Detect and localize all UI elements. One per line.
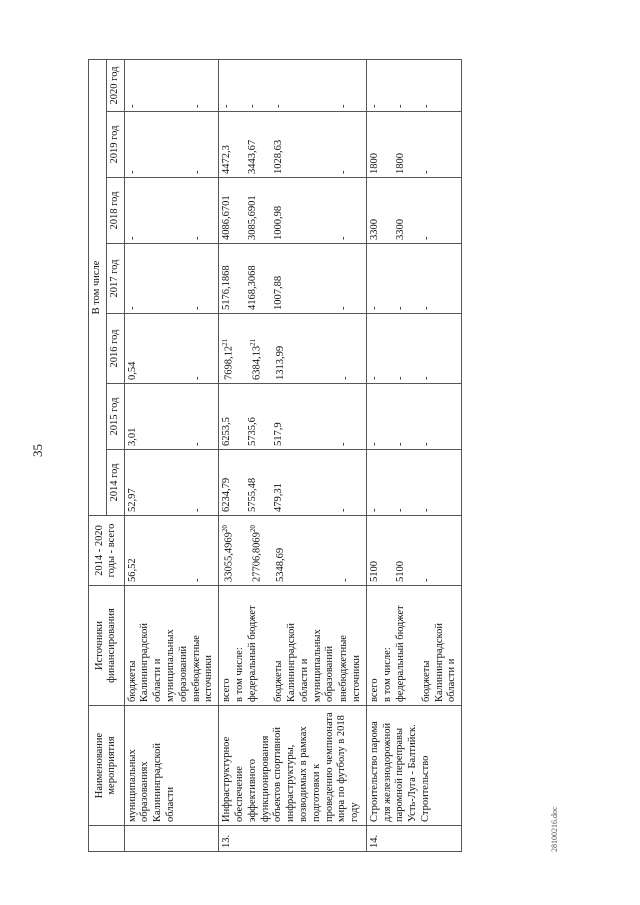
value: - [191, 508, 203, 512]
value: 5176,1868 [221, 265, 233, 310]
header-including: В том числе [89, 59, 107, 515]
value: - [420, 236, 432, 240]
value: - [191, 442, 203, 446]
value: - [126, 170, 138, 174]
value: - [368, 306, 380, 310]
source-item: всего [221, 678, 233, 702]
value: 6234,79 [221, 477, 233, 512]
value: - [394, 104, 406, 108]
cell-2014 [124, 450, 219, 516]
value: - [191, 236, 203, 240]
value: 0,54 [126, 361, 138, 380]
value [234, 453, 247, 512]
cell-2018 [366, 178, 461, 244]
value: 5755,48 [247, 477, 259, 512]
source-item: в том числе: [234, 647, 246, 702]
row-number [124, 826, 219, 852]
value: - [338, 442, 350, 446]
value: - [273, 104, 285, 108]
value: - [338, 306, 350, 310]
cell-2020 [124, 59, 219, 111]
value: - [368, 508, 380, 512]
value: 7698,12 [223, 345, 235, 380]
value [382, 317, 395, 380]
value: - [126, 104, 138, 108]
footnote-marker: 21 [249, 338, 258, 346]
cell-2019 [219, 112, 367, 178]
source-item: бюджеты Калининградской области и [420, 623, 458, 702]
value: 4168,3068 [247, 265, 259, 310]
value: 3,01 [126, 427, 138, 446]
value: - [420, 376, 432, 380]
source-item: федеральный бюджет [247, 605, 259, 702]
value: 1313,99 [275, 345, 287, 380]
value: - [126, 236, 138, 240]
row-sources [124, 586, 219, 706]
cell-total [219, 516, 367, 586]
cell-2015 [219, 384, 367, 450]
header-year-2020: 2020 год [106, 59, 124, 111]
value: 5348,69 [275, 547, 287, 582]
value: 1800 [394, 153, 406, 174]
cell-2016 [124, 314, 219, 384]
value [234, 181, 247, 240]
value: 3300 [368, 219, 380, 240]
header-no [89, 826, 125, 852]
cell-2014 [219, 450, 367, 516]
cell-2015 [366, 384, 461, 450]
value: - [191, 104, 203, 108]
source-item: всего [368, 678, 380, 702]
header-sources: Источники финансирования [89, 586, 125, 706]
header-name: Наименование мероприятия [89, 706, 125, 826]
value: - [420, 508, 432, 512]
value: - [420, 578, 432, 582]
value: 4472,3 [221, 145, 233, 174]
value [234, 247, 247, 310]
row-name: Строительство парома для железнодорожной паромной переправы Усть-Луга - Балтийск. Строительство [366, 706, 461, 826]
cell-2019 [366, 112, 461, 178]
value [234, 387, 247, 446]
value [382, 247, 395, 310]
value: 1028,63 [273, 139, 285, 174]
header-year-2018: 2018 год [106, 178, 124, 244]
cell-2015 [124, 384, 219, 450]
cell-2017 [366, 244, 461, 314]
value: - [191, 306, 203, 310]
value: - [420, 306, 432, 310]
cell-2016 [219, 314, 367, 384]
source-item: бюджеты Калининградской области и муниципальных образований [273, 623, 336, 702]
value: - [191, 578, 203, 582]
value: 52,97 [126, 488, 138, 512]
cell-total [124, 516, 219, 586]
value: 56,52 [126, 558, 138, 582]
financing-table [88, 59, 462, 852]
footnote-marker: 21 [221, 338, 230, 346]
value: - [247, 104, 259, 108]
value [382, 453, 395, 512]
cell-2017 [219, 244, 367, 314]
source-item: внебюджетные источники [190, 635, 215, 702]
row-name: муниципальных образованиях Калининградской области [124, 706, 219, 826]
cell-2019 [124, 112, 219, 178]
value: 5100 [394, 561, 406, 582]
value: - [338, 508, 350, 512]
value: - [368, 376, 380, 380]
cell-2020 [219, 59, 367, 111]
cell-2018 [219, 178, 367, 244]
value: 479,31 [273, 483, 285, 512]
value: - [221, 104, 233, 108]
value: - [340, 578, 352, 582]
value: - [394, 508, 406, 512]
cell-total [366, 516, 461, 586]
value: - [420, 170, 432, 174]
header-total: 2014 - 2020 годы - всего [89, 516, 125, 586]
value: - [191, 170, 203, 174]
value [234, 115, 247, 174]
value: 3300 [394, 219, 406, 240]
value: 1000,98 [273, 205, 285, 240]
table-row [219, 59, 367, 851]
value: 4086,6701 [221, 195, 233, 240]
value: - [338, 236, 350, 240]
value: 6253,5 [221, 417, 233, 446]
header-year-2017: 2017 год [106, 244, 124, 314]
value: 6384,13 [251, 345, 263, 380]
row-number: 14. [366, 826, 461, 852]
value: - [394, 442, 406, 446]
value: 5100 [368, 561, 380, 582]
value [382, 181, 395, 240]
footnote-marker: 20 [221, 525, 230, 533]
value: - [368, 442, 380, 446]
value [382, 387, 395, 446]
value: - [394, 306, 406, 310]
page-number: 35 [30, 444, 45, 457]
value: - [126, 306, 138, 310]
value: 1800 [368, 153, 380, 174]
value: 1007,88 [273, 275, 285, 310]
rotated-page [30, 52, 568, 852]
value: 3085,6901 [247, 195, 259, 240]
cell-2016 [366, 314, 461, 384]
value [236, 519, 249, 582]
source-item: в том числе: [381, 647, 393, 702]
value [382, 63, 395, 108]
row-sources [219, 586, 367, 706]
value: 3443,67 [247, 139, 259, 174]
cell-2018 [124, 178, 219, 244]
cell-2020 [366, 59, 461, 111]
header-year-2019: 2019 год [106, 112, 124, 178]
value: - [340, 376, 352, 380]
value [236, 317, 249, 380]
value: 5735,6 [247, 417, 259, 446]
value: - [338, 104, 350, 108]
row-name: Инфраструктурное обеспечение эффективного функционирования объектов спортивной инфраструктуры, возводимых в рамках подготовки к проведению чемпионата мира по футболу в 2018 году [219, 706, 367, 826]
value: - [338, 170, 350, 174]
table-row [366, 59, 461, 851]
value: 517,9 [273, 422, 285, 446]
value [382, 115, 395, 174]
source-item: бюджеты Калининградской области и муниципальных образований [126, 623, 189, 702]
value: - [420, 442, 432, 446]
source-item: федеральный бюджет [394, 605, 406, 702]
value [382, 519, 395, 582]
document-code: 28100216.doc [550, 806, 559, 852]
footnote-marker: 20 [249, 525, 258, 533]
table-row [124, 59, 219, 851]
header-year-2016: 2016 год [106, 314, 124, 384]
value [234, 63, 247, 108]
cell-2014 [366, 450, 461, 516]
cell-2017 [124, 244, 219, 314]
value: 33055,4969 [223, 532, 235, 582]
value: 27706,8069 [251, 532, 263, 582]
source-item: внебюджетные источники [338, 635, 362, 702]
value: - [394, 376, 406, 380]
row-sources [366, 586, 461, 706]
header-year-2014: 2014 год [106, 450, 124, 516]
value: - [420, 104, 432, 108]
value: - [368, 104, 380, 108]
row-number: 13. [219, 826, 367, 852]
value: - [191, 376, 203, 380]
header-year-2015: 2015 год [106, 384, 124, 450]
